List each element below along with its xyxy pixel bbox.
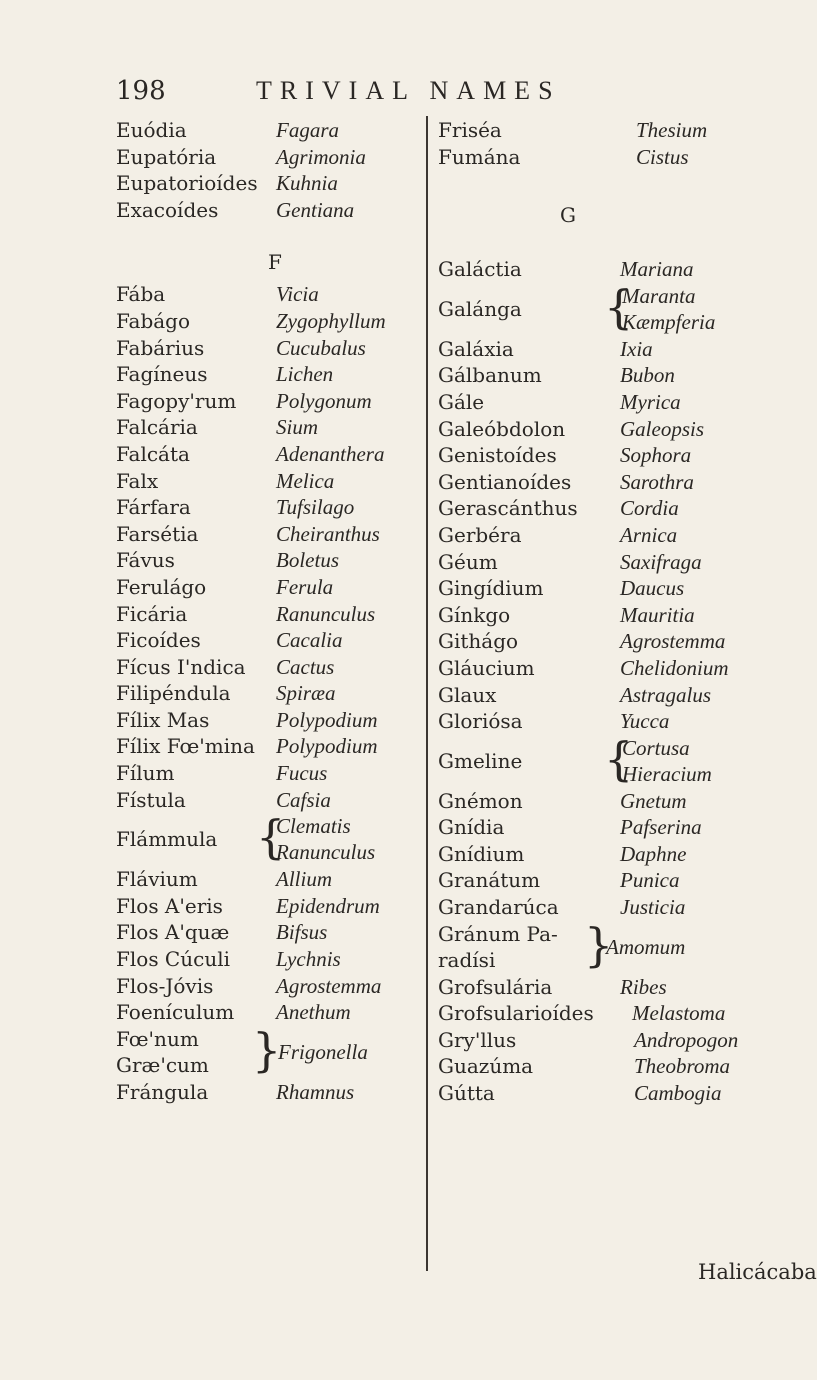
entry-genus: Arnica [620,522,678,547]
entry-name: Galáctia [438,257,522,282]
entry-row [116,468,416,495]
entry-name: Gentianoídes [438,469,572,494]
entry-genus: Maranta [622,283,696,308]
entry-name: Fílix Mas [116,707,210,732]
entry-row [116,441,416,468]
entry-genus: Bubon [620,363,675,388]
entry-name: Fagopy'rum [116,388,237,413]
entry-genus: Sium [276,415,318,440]
entry-name: Fícus I'ndica [116,654,246,679]
brace-icon: { [604,279,634,334]
entry-genus: Allium [276,867,332,892]
entry-name: Fába [116,282,166,307]
column-divider [426,116,428,1271]
entry-row [438,894,778,921]
entry-name: Gingídium [438,576,544,601]
entry-name: Galeóbdolon [438,416,566,441]
entry-genus: Thesium [636,118,708,142]
entry-genus: Ranunculus [276,601,376,626]
entry-name: Gnémon [438,788,523,813]
entry-row [116,281,416,308]
entry-row [438,628,778,655]
entry-name: Fœ'num [116,1026,199,1051]
entry-genus: Cortusa [622,735,690,760]
entry-genus: Anethum [276,1000,351,1025]
entry-name: Glaux [438,682,497,707]
entry-row [116,707,416,734]
brace-icon: { [604,731,634,786]
entry-row [116,144,416,171]
entry-genus: Sophora [620,443,692,468]
entry-name: Exacoídes [116,197,219,222]
entry-genus: Melica [276,468,335,493]
entry-genus: Spiræa [276,681,336,706]
entry-genus: Mauritia [620,602,695,627]
entry-row [116,601,416,628]
entry-name: Gerbéra [438,522,522,547]
entry-row [116,919,416,946]
entry-name: Fárfara [116,495,191,520]
entry-row [438,575,778,602]
entry-genus: Kuhnia [276,171,338,196]
entry-row [438,389,778,416]
entry-row [116,574,416,601]
entry-name: Genistoídes [438,443,557,468]
entry-genus: Mariana [620,257,694,282]
entry-name: Gínkgo [438,602,511,627]
entry-row [438,1027,778,1054]
entry-name: Flos A'quæ [116,920,230,945]
left-column [116,117,416,1105]
entry-row [116,893,416,920]
section-heading-f: F [268,250,282,275]
entry-row [116,866,416,893]
entry-genus: Clematis [276,814,351,839]
entry-name: Fávus [116,548,175,573]
entry-genus: Polypodium [276,707,378,732]
entry-name: Géum [438,549,498,574]
left-f2-entries [116,866,416,1026]
entry-genus: Ixia [620,336,653,361]
entry-name: Ficoídes [116,628,201,653]
entry-genus: Pafserina [620,815,702,840]
entry-row [438,602,778,629]
entry-row [116,680,416,707]
entry-row [116,388,416,415]
entry-genus: Polygonum [276,388,372,413]
entry-name: Granátum [438,868,541,893]
entry-row [438,117,778,144]
entry-row [438,442,778,469]
entry-row [438,655,778,682]
entry-row [438,416,778,443]
entry-genus: Yucca [620,709,670,734]
entry-genus: Hieracium [622,761,712,786]
entry-genus: Zygophyllum [276,308,386,333]
entry-genus: Daphne [620,841,687,866]
entry-name: Fabágo [116,308,191,333]
entry-genus: Andropogon [634,1027,739,1052]
entry-name: Grandarúca [438,895,559,920]
entry-row [116,760,416,787]
entry-genus: Cheiranthus [276,521,380,546]
left-top-entries [116,117,416,223]
section-heading-g: G [560,203,576,228]
entry-row [116,787,416,814]
entry-name: Gláucium [438,655,535,680]
entry-name: Gálbanum [438,363,542,388]
entry-row [116,973,416,1000]
entry-name: Githágo [438,629,519,654]
entry-genus: Punica [620,868,680,893]
entry-row-braced [438,731,778,788]
entry-row-braced [438,917,778,974]
entry-name: Guazúma [438,1054,534,1079]
entry-genus: Adenanthera [276,441,385,466]
entry-genus: Chelidonium [620,655,729,680]
entry-genus: Cambogia [634,1081,722,1106]
entry-name: Falcáta [116,441,190,466]
entry-row [438,495,778,522]
entry-row [116,654,416,681]
entry-name: Fabárius [116,335,205,360]
entry-name: Fílum [116,761,175,786]
entry-genus: Lichen [276,362,334,387]
running-title: TRIVIAL NAMES [256,76,561,105]
entry-row [116,521,416,548]
entry-name: Fílix Fœ'mina [116,734,255,759]
entry-name: Ficária [116,601,188,626]
entry-genus: Cucubalus [276,335,366,360]
entry-name: Græ'cum [116,1052,209,1077]
right-g-entries [438,336,778,735]
entry-row [438,1053,778,1080]
entry-genus: Frigonella [278,1039,368,1064]
entry-row [116,946,416,973]
entry-genus: Cacalia [276,628,343,653]
brace-icon: } [252,1022,282,1077]
entry-genus: Ribes [620,974,667,999]
entry-name: Eupatória [116,144,217,169]
entry-row [116,335,416,362]
entry-genus: Agrostemma [276,973,382,998]
entry-genus: Agrostemma [620,629,726,654]
entry-row [438,549,778,576]
entry-row [438,362,778,389]
entry-name: Flos-Jóvis [116,973,214,998]
page-header [0,76,800,116]
entry-genus: Gnetum [620,788,687,813]
entry-name: radísi [438,947,496,972]
entry-row [116,308,416,335]
brace-icon: } [584,917,614,972]
entry-name: Frángula [116,1079,209,1104]
right-g3-entries [438,974,778,1107]
entry-name: Gry'llus [438,1027,517,1052]
entry-row [116,197,416,224]
entry-name: Fagíneus [116,362,208,387]
entry-genus: Daucus [620,576,685,601]
entry-row [438,841,778,868]
entry-name: Galáxia [438,336,514,361]
left-f-entries [116,281,416,813]
entry-row [116,414,416,441]
entry-row [116,733,416,760]
catchword: Halicácaba [698,1260,817,1284]
entry-name: Gmeline [438,748,523,773]
entry-row [438,708,778,735]
page-number: 198 [116,76,166,106]
entry-row [438,256,778,283]
entry-name: Flávium [116,867,198,892]
entry-name: Falcária [116,415,198,440]
entry-name: Gnídia [438,815,505,840]
entry-genus: Bifsus [276,920,328,945]
entry-row [116,547,416,574]
entry-row [438,1080,778,1107]
entry-row [438,867,778,894]
entry-row [438,1000,778,1027]
entry-genus: Amomum [606,934,686,959]
entry-name: Filipéndula [116,681,231,706]
entry-genus: Myrica [620,389,681,414]
brace-icon: { [256,810,286,865]
entry-genus: Cistus [636,144,689,169]
entry-row [116,494,416,521]
entry-row [438,814,778,841]
entry-name: Fístula [116,787,186,812]
entry-name: Falx [116,468,159,493]
entry-name: Gerascánthus [438,496,578,521]
entry-name: Foenículum [116,1000,235,1025]
entry-row [438,144,778,171]
entry-row [438,522,778,549]
entry-name: Gránum Pa- [438,921,558,946]
entry-genus: Fucus [276,761,328,786]
entry-genus: Tufsilago [276,495,355,520]
entry-genus: Sarothra [620,469,694,494]
entry-name: Flámmula [116,827,218,852]
entry-row [438,336,778,363]
entry-row [438,469,778,496]
entry-name: Grofsulária [438,974,553,999]
entry-name: Friséa [438,118,502,142]
entry-row-braced [116,810,416,866]
entry-genus: Cactus [276,654,335,679]
entry-row [438,974,778,1001]
right-g2-entries [438,788,778,921]
entry-name: Gnídium [438,841,525,866]
entry-row [438,682,778,709]
right-top-entries [438,117,778,170]
entry-row-braced [116,1022,416,1079]
entry-genus: Cordia [620,496,679,521]
entry-name: Fumána [438,144,521,169]
entry-name: Flos A'eris [116,893,223,918]
entry-row [116,627,416,654]
entry-name: Euódia [116,118,187,142]
entry-genus: Melastoma [632,1001,726,1026]
entry-genus: Saxifraga [620,549,702,574]
entry-name: Gútta [438,1081,495,1106]
entry-genus: Astragalus [620,682,712,707]
entry-genus: Fagara [276,118,339,142]
entry-genus: Epidendrum [276,893,380,918]
entry-row [116,361,416,388]
entry-genus: Galeopsis [620,416,704,441]
right-column [438,117,778,1107]
entry-row [116,170,416,197]
entry-genus: Cafsia [276,787,331,812]
entry-name: Ferulágo [116,574,207,599]
entry-genus: Kæmpferia [622,309,716,334]
entry-name: Grofsularioídes [438,1001,594,1026]
entry-genus: Ferula [276,574,334,599]
entry-row-braced [438,279,778,336]
entry-genus: Polypodium [276,734,378,759]
entry-genus: Theobroma [634,1054,731,1079]
entry-genus: Lychnis [276,947,341,972]
entry-genus: Gentiana [276,197,355,222]
entry-row [116,1079,416,1106]
entry-name: Farsétia [116,521,199,546]
entry-name: Gloriósa [438,709,523,734]
entry-row [438,788,778,815]
entry-genus: Vicia [276,282,319,307]
entry-row [116,999,416,1026]
entry-genus: Rhamnus [276,1079,355,1104]
entry-name: Gále [438,389,485,414]
entry-name: Galánga [438,296,522,321]
entry-name: Flos Cúculi [116,947,230,972]
entry-genus: Boletus [276,548,339,573]
entry-genus: Agrimonia [276,144,366,169]
entry-name: Eupatorioídes [116,171,258,196]
entry-genus: Justicia [620,895,686,920]
entry-row [116,117,416,144]
entry-genus: Ranunculus [276,840,376,865]
